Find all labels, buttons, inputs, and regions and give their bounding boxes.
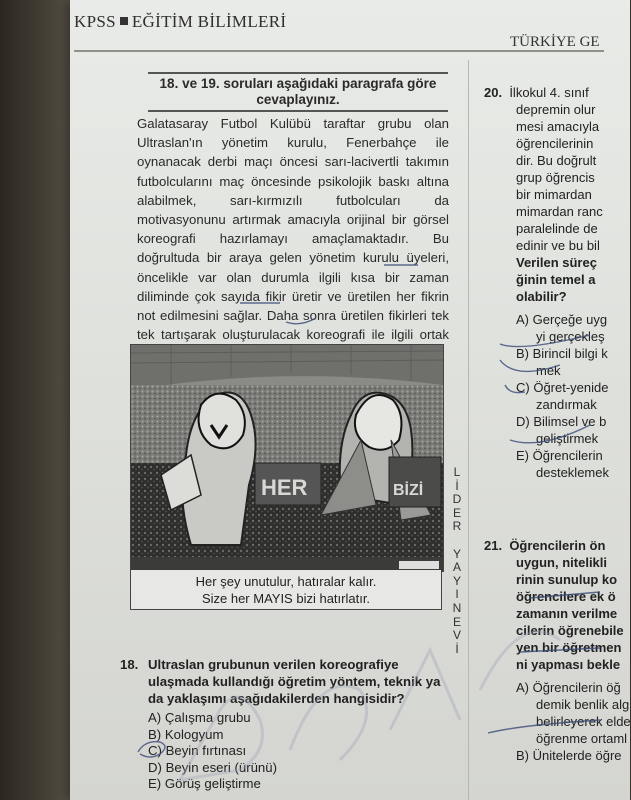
question-18-options	[148, 710, 277, 793]
vlabel-char: E	[452, 505, 461, 520]
vlabel-char: V	[452, 628, 461, 643]
q21-option-cont: demik benlik alg	[536, 697, 630, 712]
vlabel-char: Y	[452, 546, 461, 561]
vlabel-char: I	[455, 587, 459, 602]
caption-line-2: Size her MAYIS bizi hatırlatır.	[201, 591, 371, 606]
q20-line: depremin olur	[516, 102, 596, 117]
column-divider	[468, 60, 469, 800]
q20-option[interactable]: B) Birincil bilgi k	[516, 346, 608, 361]
banner-left-text: HER	[261, 475, 308, 500]
passage-instruction: 18. ve 19. soruları aşağıdaki paragrafa göre cevaplayınız.	[148, 72, 448, 112]
q21-line: rinin sunulup ko	[516, 572, 618, 587]
vlabel-char: L	[453, 465, 461, 479]
header-square-icon	[120, 17, 128, 25]
vlabel-char: R	[452, 519, 462, 534]
q20-line: öğrencilerinin	[516, 136, 594, 151]
q20-line: bir mimardan	[516, 187, 592, 202]
passage-text: Galatasaray Futbol Kulübü taraftar grubu olan Ultraslan'ın yönetim kurulu, Fenerbahçe ile oynanacak derbi maçı öncesi sarı-lacivertli takımın futbolcularını maç öncesinde psikolojik baskı altına alabilmek, sarı-kırmızılı futbolcuları da motivasyonunu artırmak amacıyla orijinal bir görsel koreografi hazırlamayı amaçlamaktadır. Bu doğrultuda bir araya gelen yönetim kurulu üyeleri, öncelikle var olan durumla ilgili kısa bir zaman diliminde çok sayıda fikir üretir ve üretilen her fikrin not edilmesini sağlar. Daha sonra üretilen fikirleri tek tek tartışarak oluşturulacak koreografi ile ilgili ortak	[137, 116, 449, 343]
q21-option[interactable]: B) Ünitelerde öğre	[516, 748, 622, 763]
q21-option[interactable]: A) Öğrencilerin öğ	[516, 680, 621, 695]
vlabel-char: E	[452, 614, 461, 629]
question-18	[120, 656, 450, 707]
desk-shadow	[0, 0, 78, 800]
q21-option-cont: belirleyerek elde	[536, 714, 631, 729]
q21-line: öğrencilere ek ö	[516, 589, 616, 604]
q20-option[interactable]: D) Bilimsel ve b	[516, 414, 607, 429]
question-18-number: 18.	[120, 657, 139, 672]
q21-line: Öğrencilerin ön	[509, 538, 606, 553]
header-exam-name: KPSS	[74, 12, 116, 31]
q20-stem-line: ğinin temel a	[516, 272, 596, 287]
question-18-stem: Ultraslan grubunun verilen koreografiye ulaşmada kullandığı öğretim yöntem, teknik ya da yaklaşımı aşağıdakilerden hangisidir?	[148, 657, 441, 706]
q20-option-cont: desteklemek	[536, 465, 609, 480]
vlabel-char	[450, 534, 464, 548]
option-b[interactable]: B) Kologyum	[148, 726, 224, 742]
q20-option-cont: yi gerçekleş	[536, 329, 605, 344]
right-column	[484, 84, 631, 764]
q20-line: mimardan ranc	[516, 204, 603, 219]
header-subject: EĞİTİM BİLİMLERİ	[131, 12, 287, 31]
photo-caption	[130, 570, 442, 610]
banner-right-text: BİZİ	[393, 482, 424, 499]
caption-line-1: Her şey unutulur, hatıralar kalır.	[195, 574, 377, 589]
q20-line: İlkokul 4. sınıf	[509, 85, 589, 100]
q21-line: cilerin öğrenebile	[516, 623, 624, 638]
choreography-photo	[130, 344, 444, 572]
q20-option-cont: mek	[536, 363, 561, 378]
publisher-vertical-label	[450, 466, 464, 656]
option-c[interactable]: C) Beyin fırtınası	[148, 743, 247, 758]
option-a[interactable]: A) Çalışma grubu	[148, 710, 251, 725]
header-rule	[74, 50, 604, 52]
question-20-number: 20.	[484, 85, 503, 100]
q20-option[interactable]: C) Öğret-yenide	[516, 380, 609, 395]
q21-line: ni yapması bekle	[516, 657, 621, 672]
vlabel-char: İ	[455, 478, 459, 493]
page-header-right: TÜRKİYE GE	[510, 34, 600, 50]
q20-option[interactable]: E) Öğrencilerin	[516, 448, 603, 463]
vlabel-char: Y	[452, 573, 461, 588]
q20-option-cont: geliştirmek	[536, 431, 599, 446]
q20-stem-line: olabilir?	[516, 289, 567, 304]
vlabel-char: İ	[455, 641, 459, 656]
q20-line: mesi amacıyla	[516, 119, 600, 134]
q21-line: zamanın verilme	[516, 606, 618, 621]
stadium-image	[131, 345, 443, 571]
question-21-number: 21.	[484, 538, 503, 553]
q21-line: uygun, nitelikli	[516, 555, 608, 570]
q21-option-cont: öğrenme ortaml	[536, 731, 628, 746]
q21-line: yen bir öğretmen	[516, 640, 622, 655]
q20-stem-line: Verilen süreç	[516, 255, 597, 270]
page-header-left	[74, 12, 286, 32]
option-d[interactable]: D) Beyin eseri (ürünü)	[148, 759, 277, 775]
q20-line: edinir ve bu bil	[516, 238, 600, 253]
vlabel-char: A	[452, 560, 461, 575]
q20-line: dir. Bu doğrult	[516, 153, 597, 168]
q20-option[interactable]: A) Gerçeğe uyg	[516, 312, 608, 327]
q20-line: grup öğrencis	[516, 170, 595, 185]
vlabel-char: N	[452, 600, 462, 615]
vlabel-char: D	[452, 492, 462, 507]
q20-line: paralelinde de	[516, 221, 598, 236]
q20-option-cont: zandırmak	[536, 397, 597, 412]
option-e[interactable]: E) Görüş geliştirme	[148, 776, 261, 791]
